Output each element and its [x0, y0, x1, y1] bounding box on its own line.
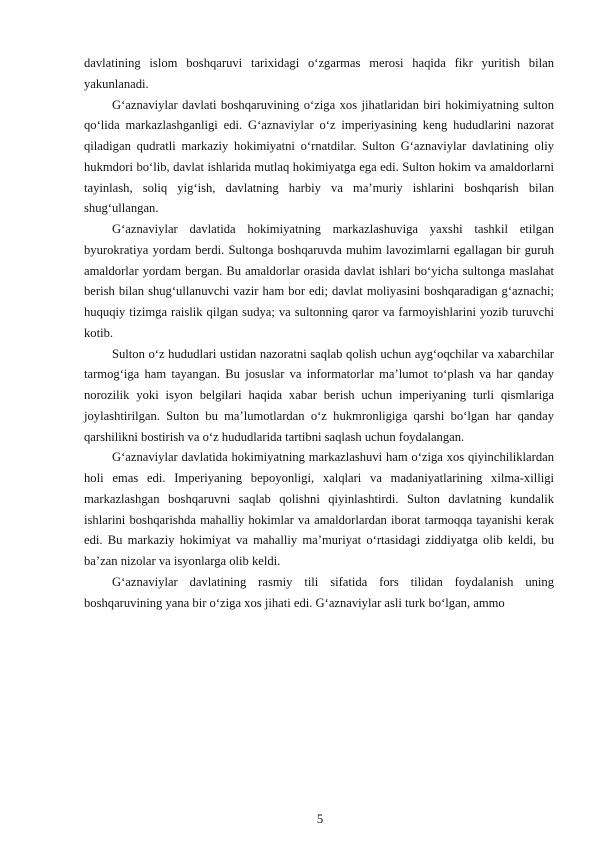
page-number: 5	[316, 812, 324, 826]
paragraph: G‘aznaviylar davlati boshqaruvining oʻziga xos jihatlaridan biri hokimiyatning sulton qoʻlida markazlashganligi edi. G‘aznaviylar oʻz imperiyasining keng hududlarini nazorat qiladigan qudratli markaziy hokimiyatni oʻrnatdilar. Sulton G‘aznaviylar davlatining oliy hukmdori boʻlib, davlat ishlarida mutlaq hokimiyatga ega edi. Sulton hokim va amaldorlarni tayinlash, soliq yig‘ish, davlatning harbiy va ma’muriy ishlarini boshqarish bilan shug‘ullangan.	[84, 97, 554, 216]
paragraph: G‘aznaviylar davlatining rasmiy tili sifatida fors tilidan foydalanish uning boshqaruvining yana bir oʻziga xos jihati edi. G‘aznaviylar asli turk boʻlgan, ammo	[84, 574, 554, 610]
paragraph-continuation: davlatining islom boshqaruvi tarixidagi oʻzgarmas merosi haqida fikr yuritish bilan yakunlanadi.	[84, 56, 554, 91]
document-body	[84, 53, 554, 613]
paragraph: G‘aznaviylar davlatida hokimiyatning markazlashuviga yaxshi tashkil etilgan byurokratiya yordam berdi. Sultonga boshqaruvda muhim lavozimlarni egallagan bir guruh amaldorlar yordam bergan. Bu amaldorlar orasida davlat ishlari boʻyicha sultonga maslahat berish bilan shug‘ullanuvchi vazir ham bor edi; davlat moliyasini boshqaradigan g‘aznachi; huquqiy tizimga raislik qilgan sudya; va sultonning qaror va farmoyishlarini yozib turuvchi kotib.	[84, 222, 554, 340]
paragraph: Sulton oʻz hududlari ustidan nazoratni saqlab qolish uchun ayg‘oqchilar va xabarchilar tarmog‘iga ham tayangan. Bu josuslar va informatorlar ma’lumot toʻplash va har qanday norozilik yoki isyon belgilari haqida xabar berish uchun imperiyaning turli qismlariga joylashtirilgan. Sulton bu ma’lumotlardan oʻz hukmronligiga qarshi boʻlgan har qanday qarshilikni bostirish va oʻz hududlarida tartibni saqlash uchun foydalangan.	[84, 346, 554, 444]
paragraph: G‘aznaviylar davlatida hokimiyatning markazlashuvi ham oʻziga xos qiyinchiliklardan holi emas edi. Imperiyaning bepoyonligi, xalqlari va madaniyatlarining xilma-xilligi markazlashgan boshqaruvni saqlab qolishni qiyinlashtirdi. Sulton davlatning kundalik ishlarini boshqarishda mahalliy hokimlar va amaldorlardan iborat tarmoqqa tayanishi kerak edi. Bu markaziy hokimiyat va mahalliy ma’muriyat oʻrtasidagi ziddiyatga olib keldi, bu ba’zan nizolar va isyonlarga olib keldi.	[84, 450, 554, 568]
